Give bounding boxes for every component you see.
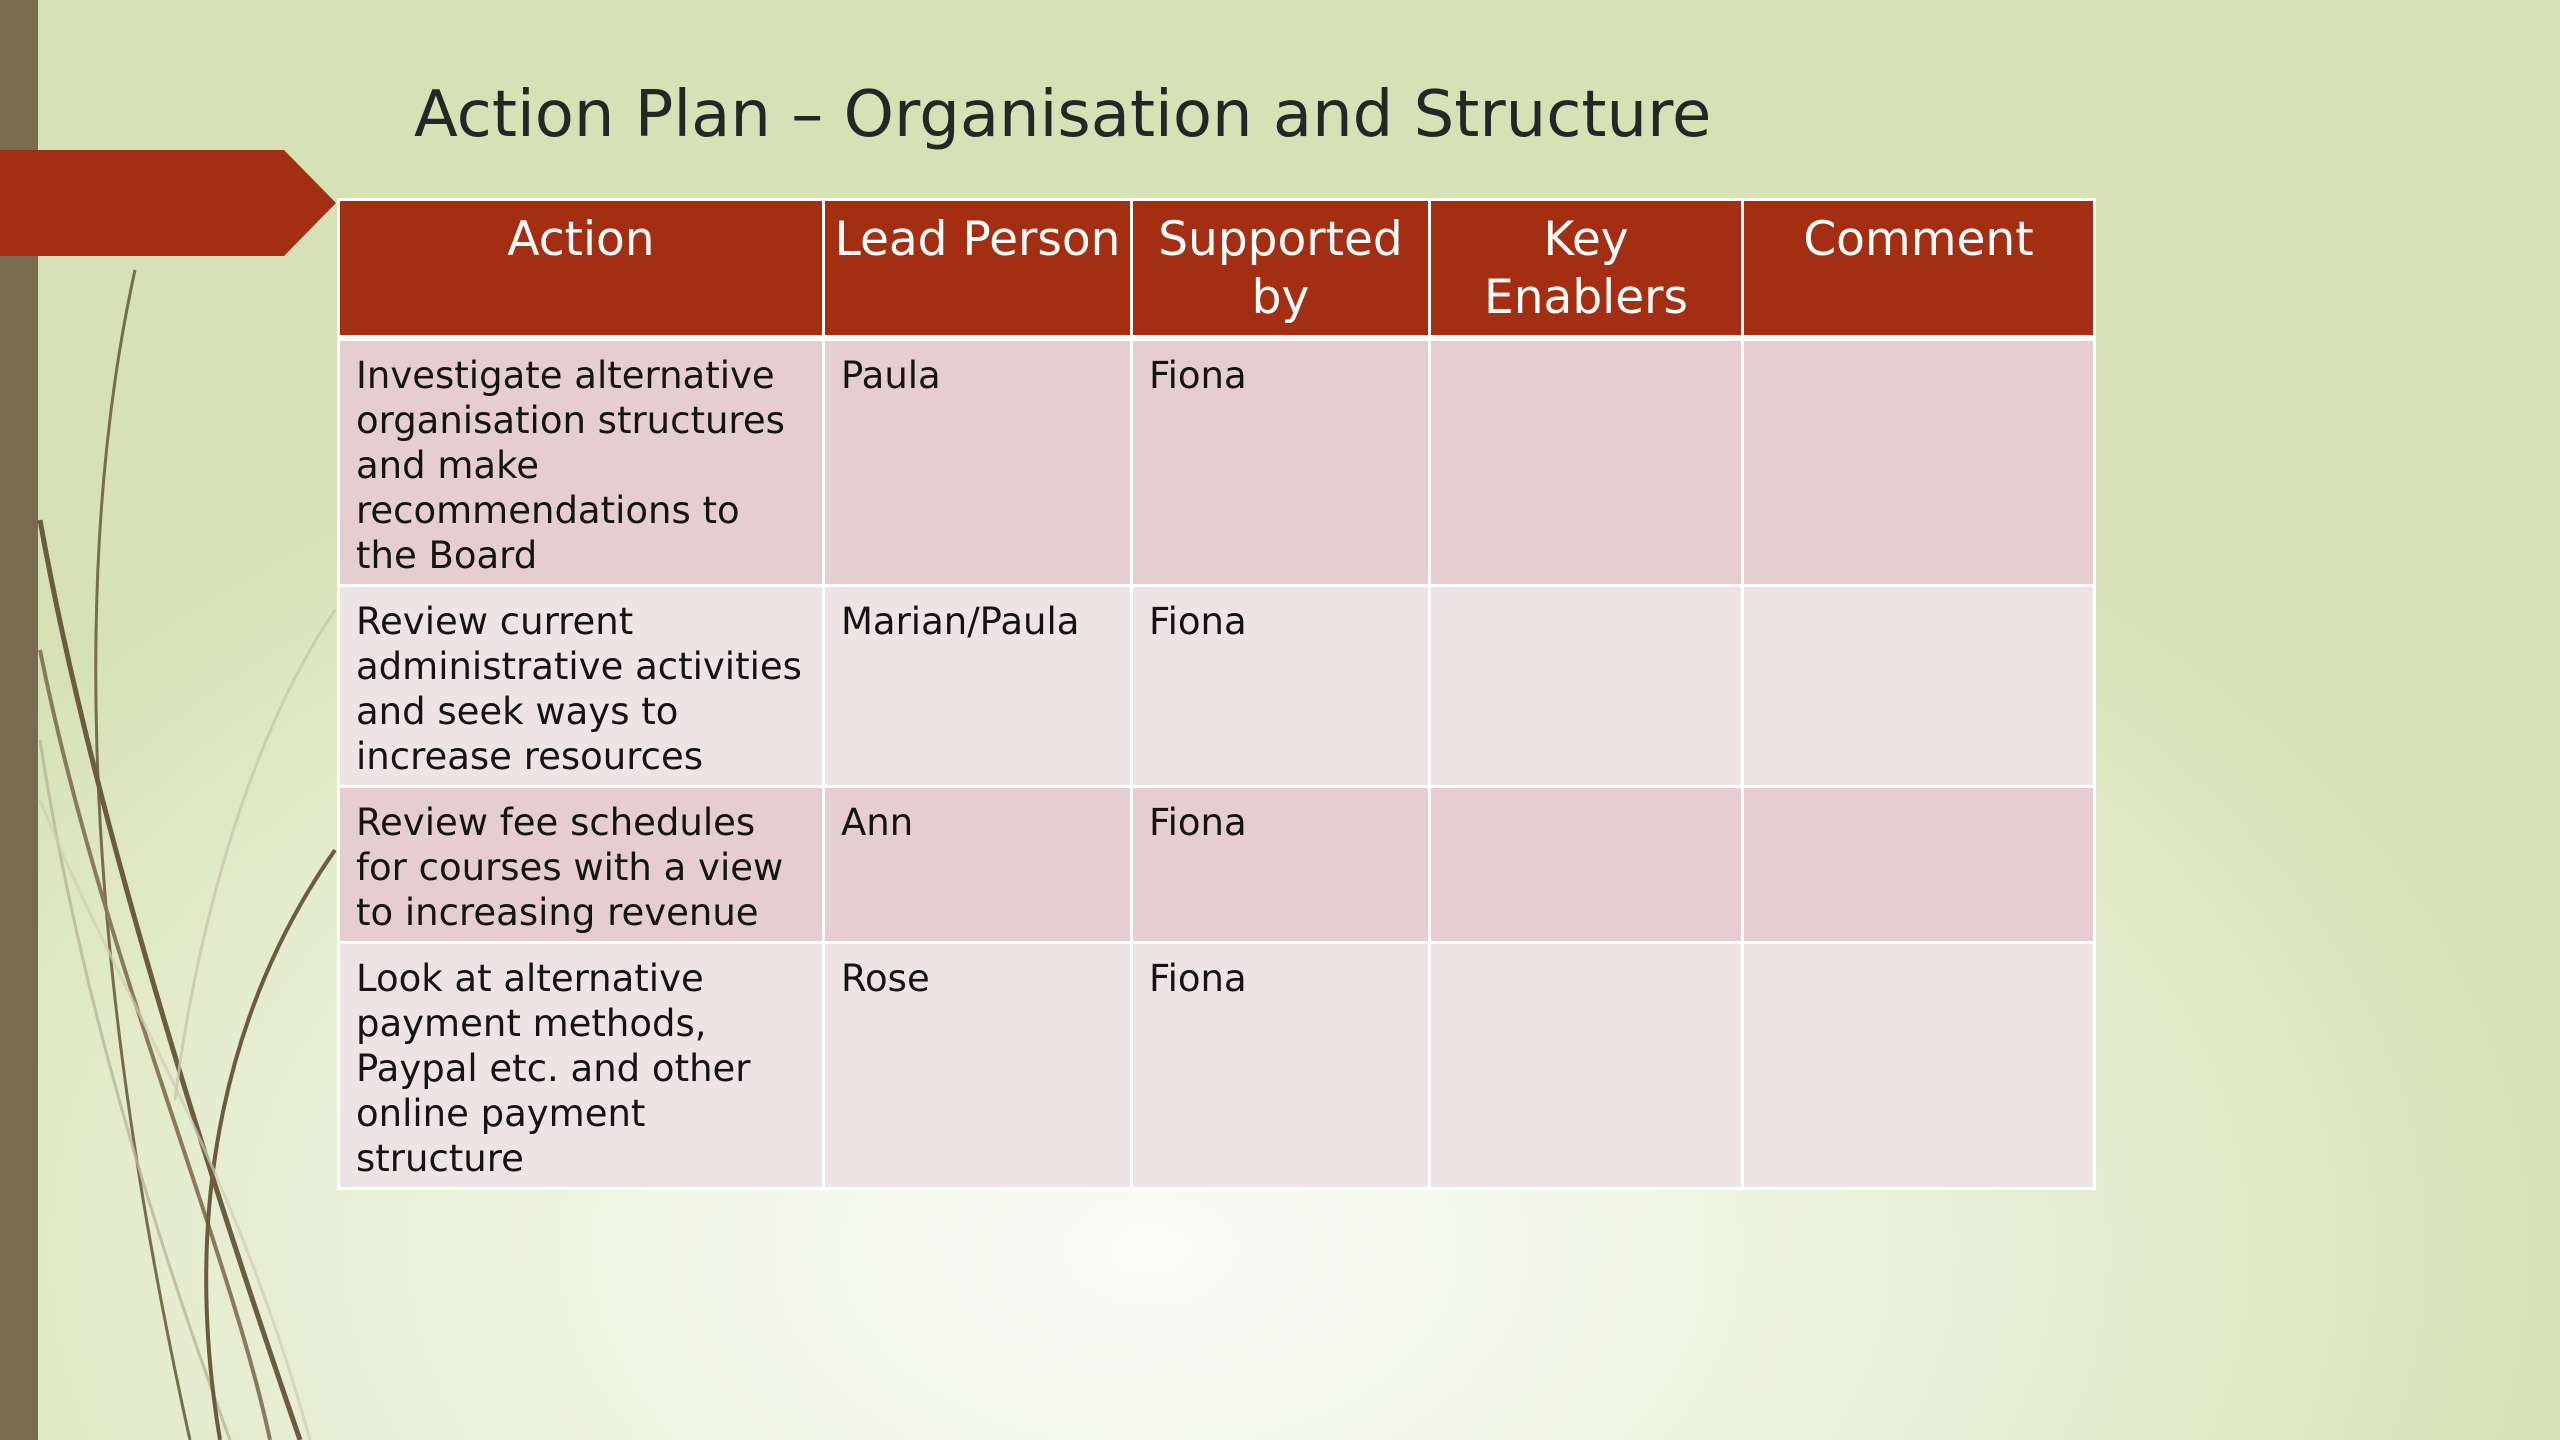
- cell-action: Investigate alternative organisation structures and make recommendations to the Board: [339, 338, 824, 586]
- cell-comment: [1743, 586, 2095, 787]
- cell-action: Look at alternative payment methods, Paypal etc. and other online payment structure: [339, 943, 824, 1189]
- header-supported-by: Supported by: [1132, 200, 1430, 339]
- cell-supported-by: Fiona: [1132, 943, 1430, 1189]
- cell-supported-by: Fiona: [1132, 787, 1430, 943]
- cell-comment: [1743, 943, 2095, 1189]
- cell-comment: [1743, 338, 2095, 586]
- table-row: [339, 943, 2095, 1189]
- cell-lead-person: Marian/Paula: [824, 586, 1132, 787]
- cell-key-enablers: [1430, 943, 1743, 1189]
- cell-key-enablers: [1430, 787, 1743, 943]
- cell-action: Review current administrative activities and seek ways to increase resources: [339, 586, 824, 787]
- cell-key-enablers: [1430, 586, 1743, 787]
- table-row: [339, 338, 2095, 586]
- slide-title: Action Plan – Organisation and Structure: [414, 78, 1712, 152]
- table-header-row: [339, 200, 2095, 339]
- header-action: Action: [339, 200, 824, 339]
- cell-lead-person: Ann: [824, 787, 1132, 943]
- pentagon-arrow-icon: [0, 150, 336, 256]
- cell-lead-person: Rose: [824, 943, 1132, 1189]
- cell-action: Review fee schedules for courses with a view to increasing revenue: [339, 787, 824, 943]
- cell-comment: [1743, 787, 2095, 943]
- header-lead-person: Lead Person: [824, 200, 1132, 339]
- header-key-enablers: Key Enablers: [1430, 200, 1743, 339]
- cell-supported-by: Fiona: [1132, 586, 1430, 787]
- cell-lead-person: Paula: [824, 338, 1132, 586]
- cell-supported-by: Fiona: [1132, 338, 1430, 586]
- table-row: [339, 586, 2095, 787]
- action-plan-table: [337, 198, 2096, 1190]
- header-comment: Comment: [1743, 200, 2095, 339]
- cell-key-enablers: [1430, 338, 1743, 586]
- table-row: [339, 787, 2095, 943]
